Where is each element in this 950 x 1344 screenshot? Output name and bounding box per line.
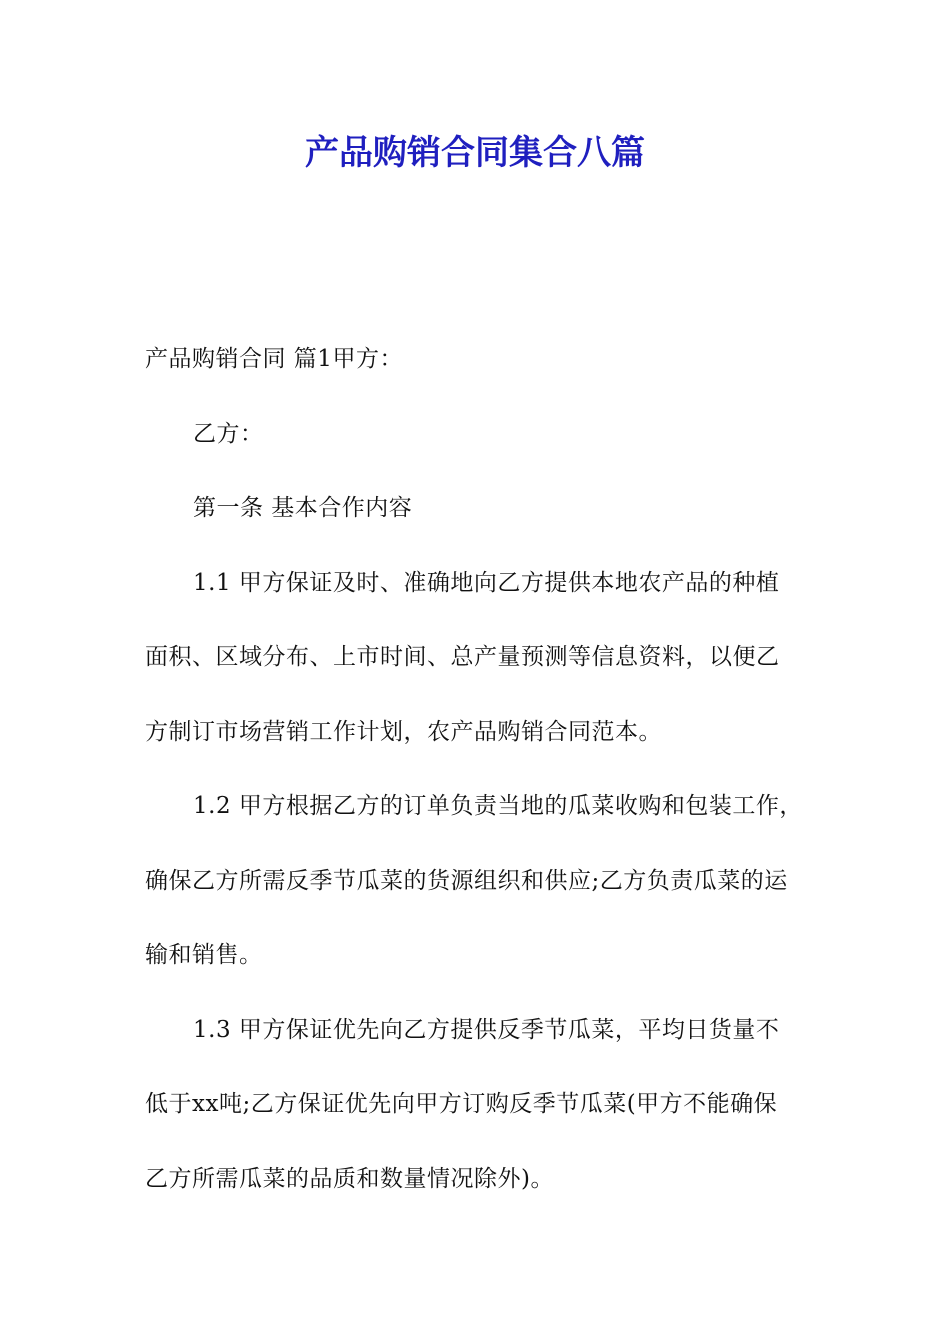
paragraph-line: 低于xx吨;乙方保证优先向甲方订购反季节瓜菜(甲方不能确保 bbox=[145, 1091, 778, 1117]
paragraph-line: 1.1 甲方保证及时、准确地向乙方提供本地农产品的种植 bbox=[193, 569, 780, 596]
document-body bbox=[145, 334, 810, 1228]
document-title: 产品购销合同集合八篇 bbox=[305, 133, 645, 173]
party-b-label: 乙方： bbox=[193, 420, 264, 447]
paragraph-line: 面积、区域分布、上市时间、总产量预测等信息资料，以便乙 bbox=[145, 644, 780, 670]
paragraph-line: 乙方所需瓜菜的品质和数量情况除外)。 bbox=[145, 1165, 554, 1192]
paragraph-line: 输和销售。 bbox=[145, 942, 263, 968]
section-heading: 产品购销合同 篇1 bbox=[145, 346, 333, 372]
paragraph-line: 1.2 甲方根据乙方的订单负责当地的瓜菜收购和包装工作， bbox=[193, 793, 803, 819]
paragraph-line: 确保乙方所需反季节瓜菜的货源组织和供应;乙方负责瓜菜的运 bbox=[145, 867, 788, 894]
section-heading-line bbox=[145, 334, 810, 409]
party-a-label: 甲方： bbox=[332, 346, 403, 372]
paragraph-line: 1.3 甲方保证优先向乙方提供反季节瓜菜，平均日货量不 bbox=[193, 1016, 780, 1043]
article-heading: 第一条 基本合作内容 bbox=[193, 495, 413, 521]
paragraph-line: 方制订市场营销工作计划，农产品购销合同范本。 bbox=[145, 718, 662, 745]
